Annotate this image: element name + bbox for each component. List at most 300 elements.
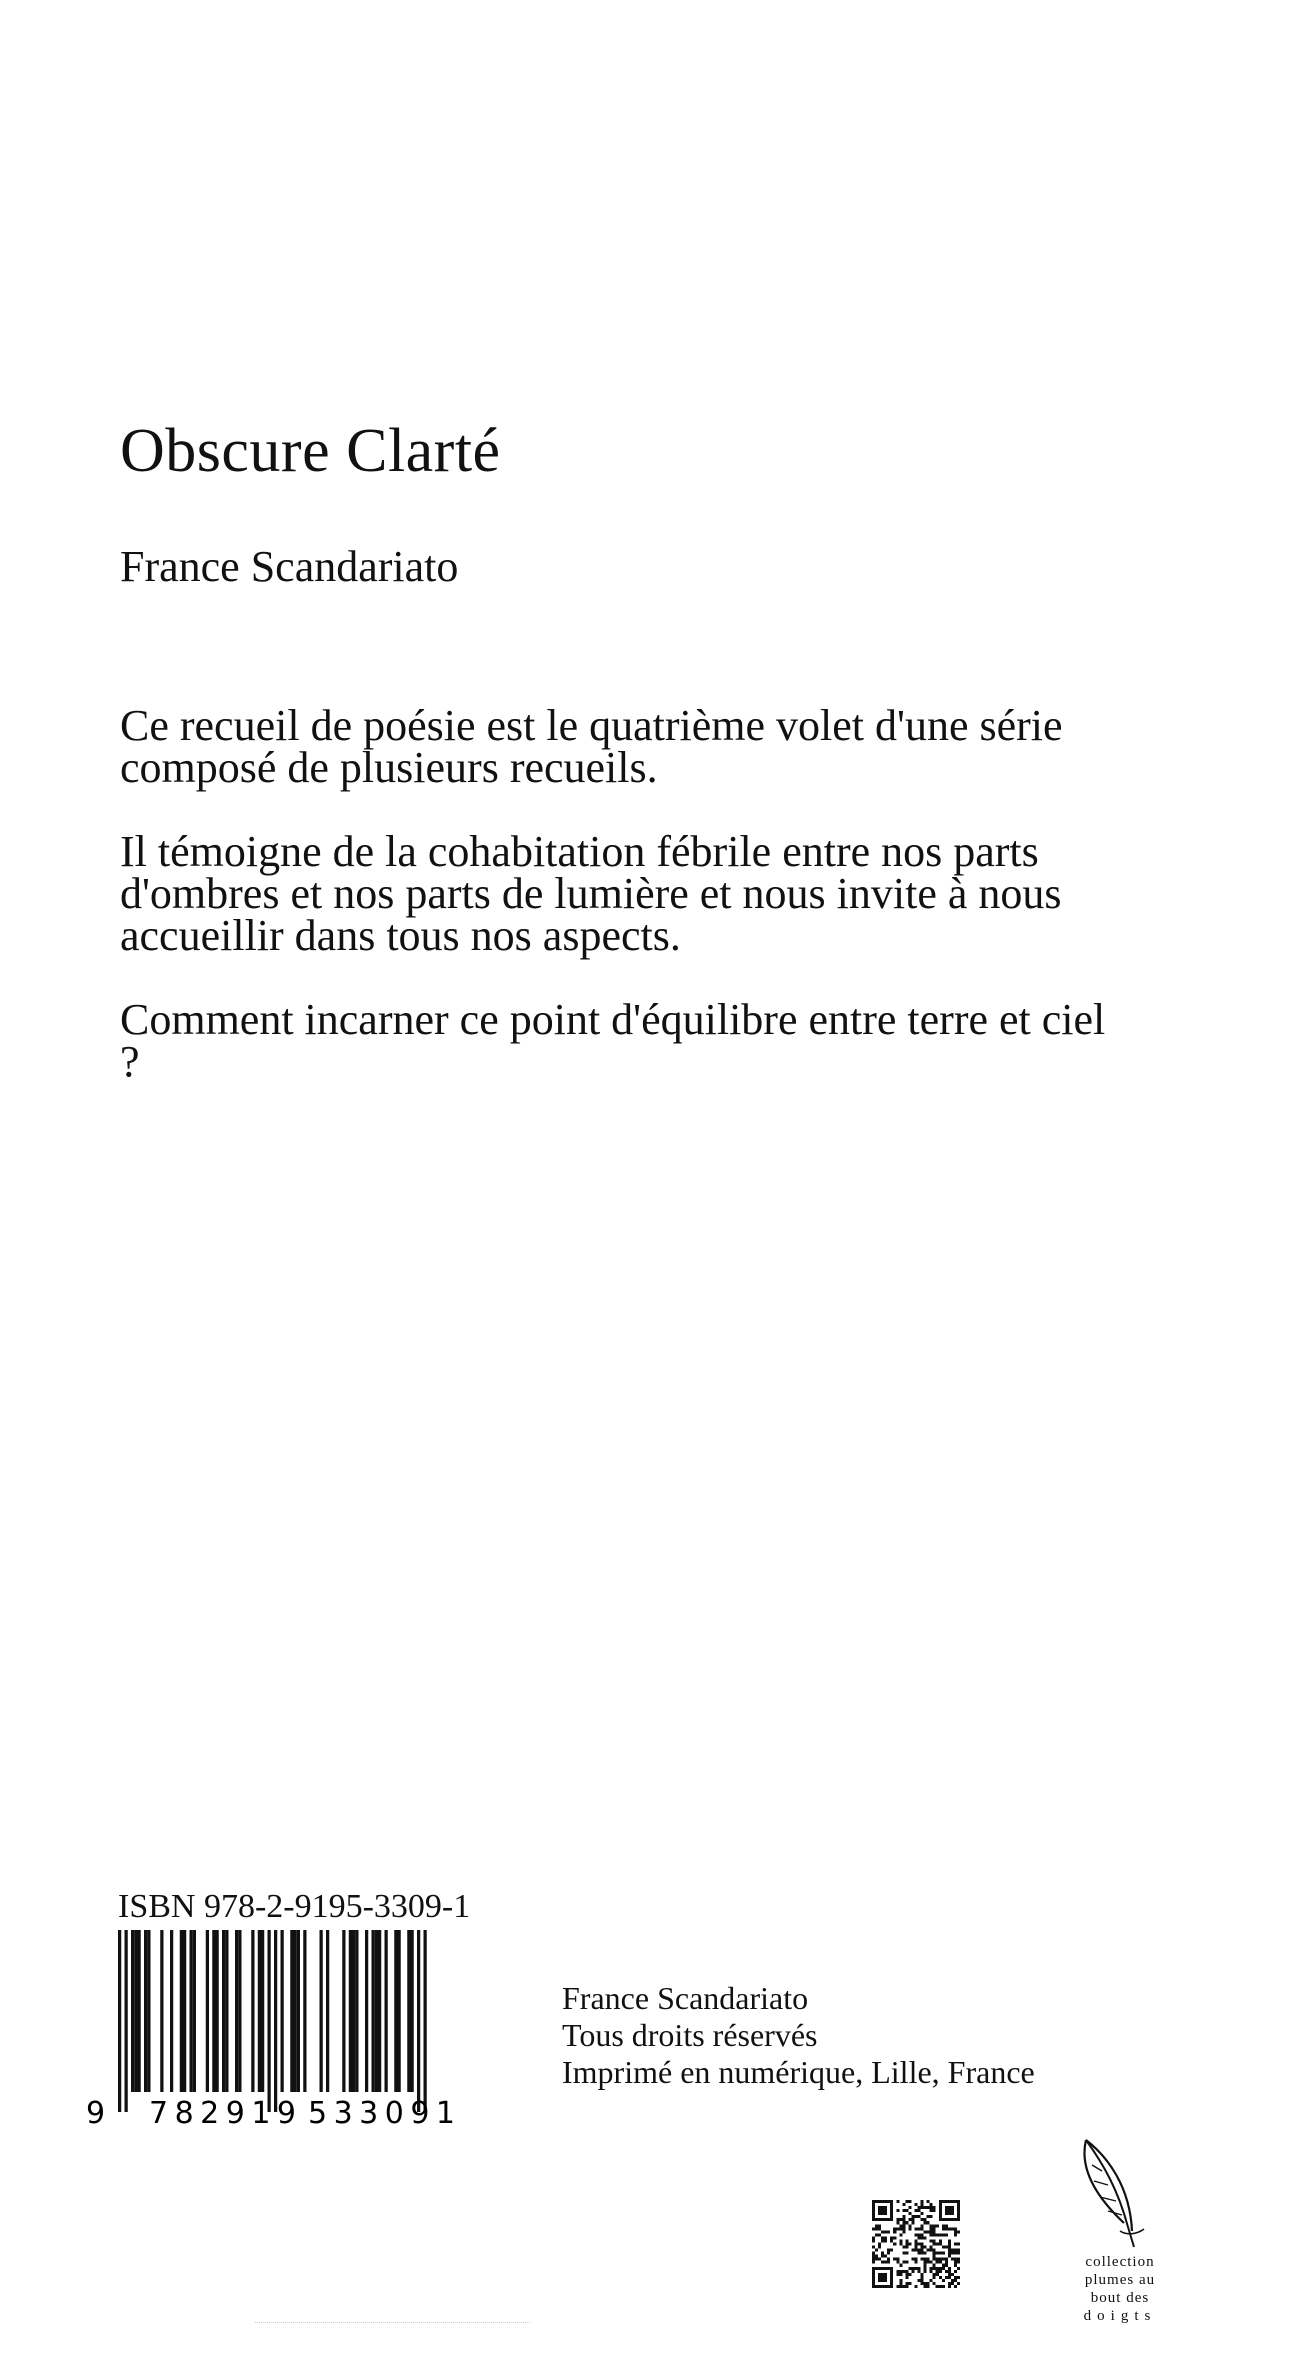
barcode-bar <box>407 1930 410 2092</box>
qr-module <box>948 2200 951 2203</box>
qr-module <box>918 2270 921 2273</box>
qr-module <box>921 2212 924 2215</box>
qr-module <box>939 2200 942 2203</box>
barcode-bar <box>225 1930 228 2092</box>
barcode-bar <box>375 1930 378 2092</box>
qr-module <box>884 2206 887 2209</box>
qr-module <box>954 2270 957 2273</box>
qr-module <box>884 2209 887 2212</box>
qr-module <box>927 2282 930 2285</box>
qr-module <box>951 2279 954 2282</box>
qr-module <box>890 2212 893 2215</box>
qr-module <box>957 2276 960 2279</box>
qr-module <box>899 2270 902 2273</box>
qr-module <box>930 2249 933 2252</box>
qr-module <box>921 2258 924 2261</box>
qr-module <box>872 2285 875 2288</box>
qr-module <box>939 2285 942 2288</box>
qr-module <box>881 2279 884 2282</box>
qr-module <box>896 2285 899 2288</box>
qr-module <box>921 2279 924 2282</box>
qr-module <box>902 2215 905 2218</box>
qr-module <box>951 2200 954 2203</box>
qr-module <box>890 2273 893 2276</box>
barcode-bar <box>411 1930 414 2092</box>
qr-module <box>918 2252 921 2255</box>
qr-module <box>924 2246 927 2249</box>
qr-module <box>930 2239 933 2242</box>
qr-module <box>902 2252 905 2255</box>
qr-module <box>872 2279 875 2282</box>
qr-module <box>954 2258 957 2261</box>
qr-module <box>908 2200 911 2203</box>
qr-module <box>930 2270 933 2273</box>
qr-module <box>896 2261 899 2264</box>
qr-module <box>930 2230 933 2233</box>
collection-line-1: collection <box>1085 2254 1155 2270</box>
qr-module <box>908 2212 911 2215</box>
barcode-bar <box>212 1930 215 2092</box>
qr-module <box>948 2227 951 2230</box>
blurb-paragraph-3: Comment incarner ce point d'équilibre entre terre et ciel ? <box>120 995 1106 1086</box>
qr-module <box>948 2246 951 2249</box>
qr-module <box>951 2212 954 2215</box>
qr-module <box>945 2227 948 2230</box>
barcode-bar <box>180 1930 183 2092</box>
qr-module <box>933 2282 936 2285</box>
qr-module <box>905 2246 908 2249</box>
qr-module <box>878 2242 881 2245</box>
qr-module <box>945 2270 948 2273</box>
qr-module <box>875 2267 878 2270</box>
qr-module <box>945 2200 948 2203</box>
qr-module <box>896 2270 899 2273</box>
qr-module <box>933 2206 936 2209</box>
qr-module <box>878 2209 881 2212</box>
barcode-bar <box>355 1930 358 2092</box>
collection-line-3: bout des <box>1090 2290 1150 2306</box>
qr-module <box>896 2221 899 2224</box>
qr-module <box>872 2209 875 2212</box>
qr-module <box>896 2200 899 2203</box>
barcode-bar <box>118 1930 121 2112</box>
barcode-bar <box>131 1930 134 2092</box>
barcode-bar <box>303 1930 306 2092</box>
qr-module <box>948 2218 951 2221</box>
barcode-bar <box>297 1930 300 2092</box>
qr-module <box>948 2276 951 2279</box>
qr-module <box>884 2212 887 2215</box>
qr-module <box>945 2264 948 2267</box>
qr-module <box>884 2230 887 2233</box>
qr-module <box>954 2230 957 2233</box>
qr-module <box>921 2200 924 2203</box>
collection-line-4: doigts <box>1083 2308 1157 2324</box>
barcode-bar <box>206 1930 209 2092</box>
qr-module <box>914 2258 917 2261</box>
qr-module <box>942 2279 945 2282</box>
qr-module <box>872 2246 875 2249</box>
qr-module <box>957 2203 960 2206</box>
qr-module <box>884 2255 887 2258</box>
qr-module <box>933 2239 936 2242</box>
qr-module <box>887 2249 890 2252</box>
qr-module <box>872 2276 875 2279</box>
qr-module <box>890 2285 893 2288</box>
qr-module <box>936 2242 939 2245</box>
qr-module <box>890 2218 893 2221</box>
qr-module <box>921 2203 924 2206</box>
qr-module <box>924 2221 927 2224</box>
barcode-bar <box>190 1930 193 2092</box>
qr-module <box>924 2258 927 2261</box>
qr-module <box>918 2236 921 2239</box>
barcode-bar <box>281 1930 284 2092</box>
qr-module <box>899 2239 902 2242</box>
qr-module <box>939 2203 942 2206</box>
qr-module <box>927 2261 930 2264</box>
qr-module <box>918 2209 921 2212</box>
barcode-bar <box>378 1930 381 2092</box>
qr-module <box>918 2249 921 2252</box>
qr-module <box>927 2200 930 2203</box>
qr-module <box>924 2282 927 2285</box>
qr-module <box>908 2242 911 2245</box>
qr-module <box>914 2261 917 2264</box>
qr-module <box>921 2249 924 2252</box>
qr-module <box>930 2279 933 2282</box>
qr-module <box>954 2218 957 2221</box>
qr-module <box>875 2258 878 2261</box>
qr-module <box>872 2255 875 2258</box>
qr-module <box>939 2212 942 2215</box>
qr-module <box>948 2242 951 2245</box>
qr-module <box>945 2218 948 2221</box>
collection-line-2: plumes au <box>1084 2272 1156 2288</box>
qr-module <box>954 2249 957 2252</box>
barcode-bar <box>342 1930 345 2092</box>
qr-module <box>948 2270 951 2273</box>
qr-module <box>936 2252 939 2255</box>
qr-module <box>902 2218 905 2221</box>
qr-module <box>890 2209 893 2212</box>
qr-module <box>933 2264 936 2267</box>
barcode-bar <box>294 1930 297 2092</box>
qr-module <box>899 2273 902 2276</box>
qr-module <box>893 2236 896 2239</box>
qr-module <box>921 2227 924 2230</box>
qr-module <box>933 2255 936 2258</box>
qr-module <box>914 2246 917 2249</box>
publisher-info <box>562 1980 1035 2091</box>
qr-module <box>939 2218 942 2221</box>
qr-module <box>878 2273 881 2276</box>
qr-module <box>939 2276 942 2279</box>
qr-module <box>921 2236 924 2239</box>
qr-module <box>939 2209 942 2212</box>
qr-module <box>948 2255 951 2258</box>
barcode-bar <box>183 1930 186 2092</box>
rights-notice: Tous droits réservés <box>562 2017 818 2053</box>
qr-module <box>924 2264 927 2267</box>
qr-module <box>927 2249 930 2252</box>
qr-module <box>905 2239 908 2242</box>
qr-module <box>936 2267 939 2270</box>
qr-module <box>881 2239 884 2242</box>
qr-module <box>942 2264 945 2267</box>
qr-module <box>896 2218 899 2221</box>
qr-module <box>945 2258 948 2261</box>
qr-module <box>908 2273 911 2276</box>
qr-module <box>884 2239 887 2242</box>
qr-module <box>957 2230 960 2233</box>
qr-module <box>924 2230 927 2233</box>
qr-module <box>957 2206 960 2209</box>
qr-module <box>951 2249 954 2252</box>
qr-module <box>924 2270 927 2273</box>
qr-module <box>927 2285 930 2288</box>
qr-module <box>924 2261 927 2264</box>
qr-module <box>899 2227 902 2230</box>
qr-module <box>939 2267 942 2270</box>
qr-module <box>924 2206 927 2209</box>
qr-module <box>930 2227 933 2230</box>
qr-module <box>881 2236 884 2239</box>
qr-module <box>875 2224 878 2227</box>
qr-module <box>884 2276 887 2279</box>
qr-module <box>954 2233 957 2236</box>
qr-module <box>905 2221 908 2224</box>
qr-module <box>872 2212 875 2215</box>
qr-module <box>927 2206 930 2209</box>
faint-dotted-line <box>255 2322 530 2325</box>
qr-module <box>939 2206 942 2209</box>
qr-module <box>954 2227 957 2230</box>
qr-module <box>954 2261 957 2264</box>
qr-module <box>942 2218 945 2221</box>
qr-module <box>954 2242 957 2245</box>
qr-module <box>878 2258 881 2261</box>
qr-module <box>933 2258 936 2261</box>
qr-module <box>878 2212 881 2215</box>
blurb <box>120 701 1120 1125</box>
qr-module <box>899 2279 902 2282</box>
qr-module <box>905 2276 908 2279</box>
qr-module <box>881 2200 884 2203</box>
qr-module <box>890 2282 893 2285</box>
qr-module <box>905 2285 908 2288</box>
barcode-bar <box>251 1930 254 2092</box>
qr-module <box>914 2233 917 2236</box>
barcode-bar <box>134 1930 137 2092</box>
collection-label <box>1040 2253 1200 2325</box>
qr-module <box>930 2267 933 2270</box>
barcode-bar <box>326 1930 329 2092</box>
qr-module <box>884 2200 887 2203</box>
qr-module <box>939 2252 942 2255</box>
qr-module <box>872 2252 875 2255</box>
qr-module <box>921 2233 924 2236</box>
qr-module <box>948 2267 951 2270</box>
qr-module <box>884 2236 887 2239</box>
qr-module <box>948 2273 951 2276</box>
qr-module <box>924 2267 927 2270</box>
qr-module <box>908 2218 911 2221</box>
qr-module <box>872 2267 875 2270</box>
qr-module <box>957 2282 960 2285</box>
qr-module <box>957 2261 960 2264</box>
qr-module <box>939 2242 942 2245</box>
qr-module <box>939 2258 942 2261</box>
qr-module <box>951 2258 954 2261</box>
qr-module <box>921 2218 924 2221</box>
qr-module <box>899 2282 902 2285</box>
qr-module <box>945 2224 948 2227</box>
qr-module <box>878 2285 881 2288</box>
qr-module <box>890 2200 893 2203</box>
qr-module <box>957 2212 960 2215</box>
barcode-bar <box>216 1930 219 2092</box>
qr-module <box>939 2233 942 2236</box>
qr-module <box>911 2218 914 2221</box>
qr-module <box>951 2273 954 2276</box>
barcode-bar <box>349 1930 352 2092</box>
qr-module <box>957 2242 960 2245</box>
qr-module <box>887 2200 890 2203</box>
barcode-bar <box>193 1930 196 2092</box>
qr-module <box>957 2249 960 2252</box>
qr-module <box>902 2270 905 2273</box>
qr-module <box>948 2252 951 2255</box>
qr-module <box>875 2285 878 2288</box>
qr-module <box>942 2252 945 2255</box>
qr-module <box>921 2224 924 2227</box>
qr-module <box>933 2249 936 2252</box>
qr-module <box>902 2230 905 2233</box>
barcode-bar <box>394 1930 397 2092</box>
qr-module <box>942 2246 945 2249</box>
qr-module <box>942 2227 945 2230</box>
qr-module <box>945 2233 948 2236</box>
qr-module <box>918 2233 921 2236</box>
barcode-bar <box>274 1930 277 2112</box>
qr-module <box>881 2255 884 2258</box>
qr-module <box>918 2267 921 2270</box>
qr-module <box>905 2242 908 2245</box>
qr-module <box>908 2227 911 2230</box>
qr-module <box>930 2246 933 2249</box>
qr-module <box>930 2215 933 2218</box>
qr-module <box>887 2230 890 2233</box>
qr-module <box>921 2273 924 2276</box>
qr-module <box>930 2209 933 2212</box>
qr-module <box>927 2258 930 2261</box>
qr-module <box>951 2209 954 2212</box>
qr-module <box>875 2218 878 2221</box>
qr-module <box>930 2224 933 2227</box>
qr-module <box>872 2273 875 2276</box>
qr-module <box>948 2209 951 2212</box>
qr-module <box>893 2258 896 2261</box>
isbn-label: ISBN 978-2-9195-3309-1 <box>118 1888 471 1925</box>
barcode-bar <box>170 1930 173 2092</box>
qr-module <box>942 2224 945 2227</box>
qr-module <box>881 2276 884 2279</box>
barcode-bar <box>261 1930 264 2092</box>
barcode-bar <box>385 1930 388 2092</box>
qr-module <box>930 2206 933 2209</box>
qr-module <box>908 2267 911 2270</box>
qr-module <box>884 2261 887 2264</box>
qr-module <box>893 2230 896 2233</box>
barcode-bar <box>268 1930 271 2112</box>
barcode-digits-right: 533091 <box>308 2096 455 2130</box>
qr-module <box>890 2239 893 2242</box>
qr-module <box>914 2267 917 2270</box>
qr-module <box>878 2224 881 2227</box>
qr-module <box>942 2267 945 2270</box>
qr-module <box>945 2206 948 2209</box>
qr-module <box>918 2227 921 2230</box>
qr-module <box>887 2285 890 2288</box>
qr-module <box>933 2252 936 2255</box>
qr-module <box>905 2252 908 2255</box>
qr-module <box>921 2252 924 2255</box>
qr-module <box>887 2218 890 2221</box>
barcode-bar <box>320 1930 323 2092</box>
barcode-bar <box>424 1930 427 2112</box>
qr-module <box>884 2218 887 2221</box>
qr-module <box>936 2224 939 2227</box>
qr-module <box>914 2215 917 2218</box>
qr-module <box>951 2218 954 2221</box>
qr-module <box>899 2242 902 2245</box>
qr-module <box>948 2239 951 2242</box>
qr-module <box>893 2227 896 2230</box>
qr-module <box>875 2233 878 2236</box>
qr-module <box>905 2200 908 2203</box>
qr-module <box>927 2215 930 2218</box>
qr-module <box>951 2252 954 2255</box>
qr-module <box>911 2215 914 2218</box>
qr-module <box>933 2233 936 2236</box>
qr-module <box>896 2273 899 2276</box>
barcode-bar <box>398 1930 401 2092</box>
qr-module <box>872 2236 875 2239</box>
qr-module <box>872 2206 875 2209</box>
qr-module <box>954 2285 957 2288</box>
blurb-paragraph-2: Il témoigne de la cohabitation fébrile entre nos parts d'ombres et nos parts de lumière et nous invite à nous accueillir dans tous nos aspects. <box>120 827 1062 960</box>
qr-module <box>954 2252 957 2255</box>
qr-module <box>878 2200 881 2203</box>
qr-module <box>902 2246 905 2249</box>
qr-module <box>957 2218 960 2221</box>
qr-module <box>918 2279 921 2282</box>
qr-module <box>914 2239 917 2242</box>
barcode-bar <box>147 1930 150 2092</box>
qr-module <box>872 2200 875 2203</box>
qr-module <box>899 2264 902 2267</box>
barcode <box>80 1930 510 2130</box>
barcode-bar <box>238 1930 241 2092</box>
barcode-bar <box>365 1930 368 2092</box>
qr-module <box>939 2270 942 2273</box>
qr-module <box>927 2221 930 2224</box>
qr-module <box>933 2209 936 2212</box>
qr-module <box>942 2233 945 2236</box>
qr-module <box>875 2200 878 2203</box>
qr-module <box>911 2258 914 2261</box>
